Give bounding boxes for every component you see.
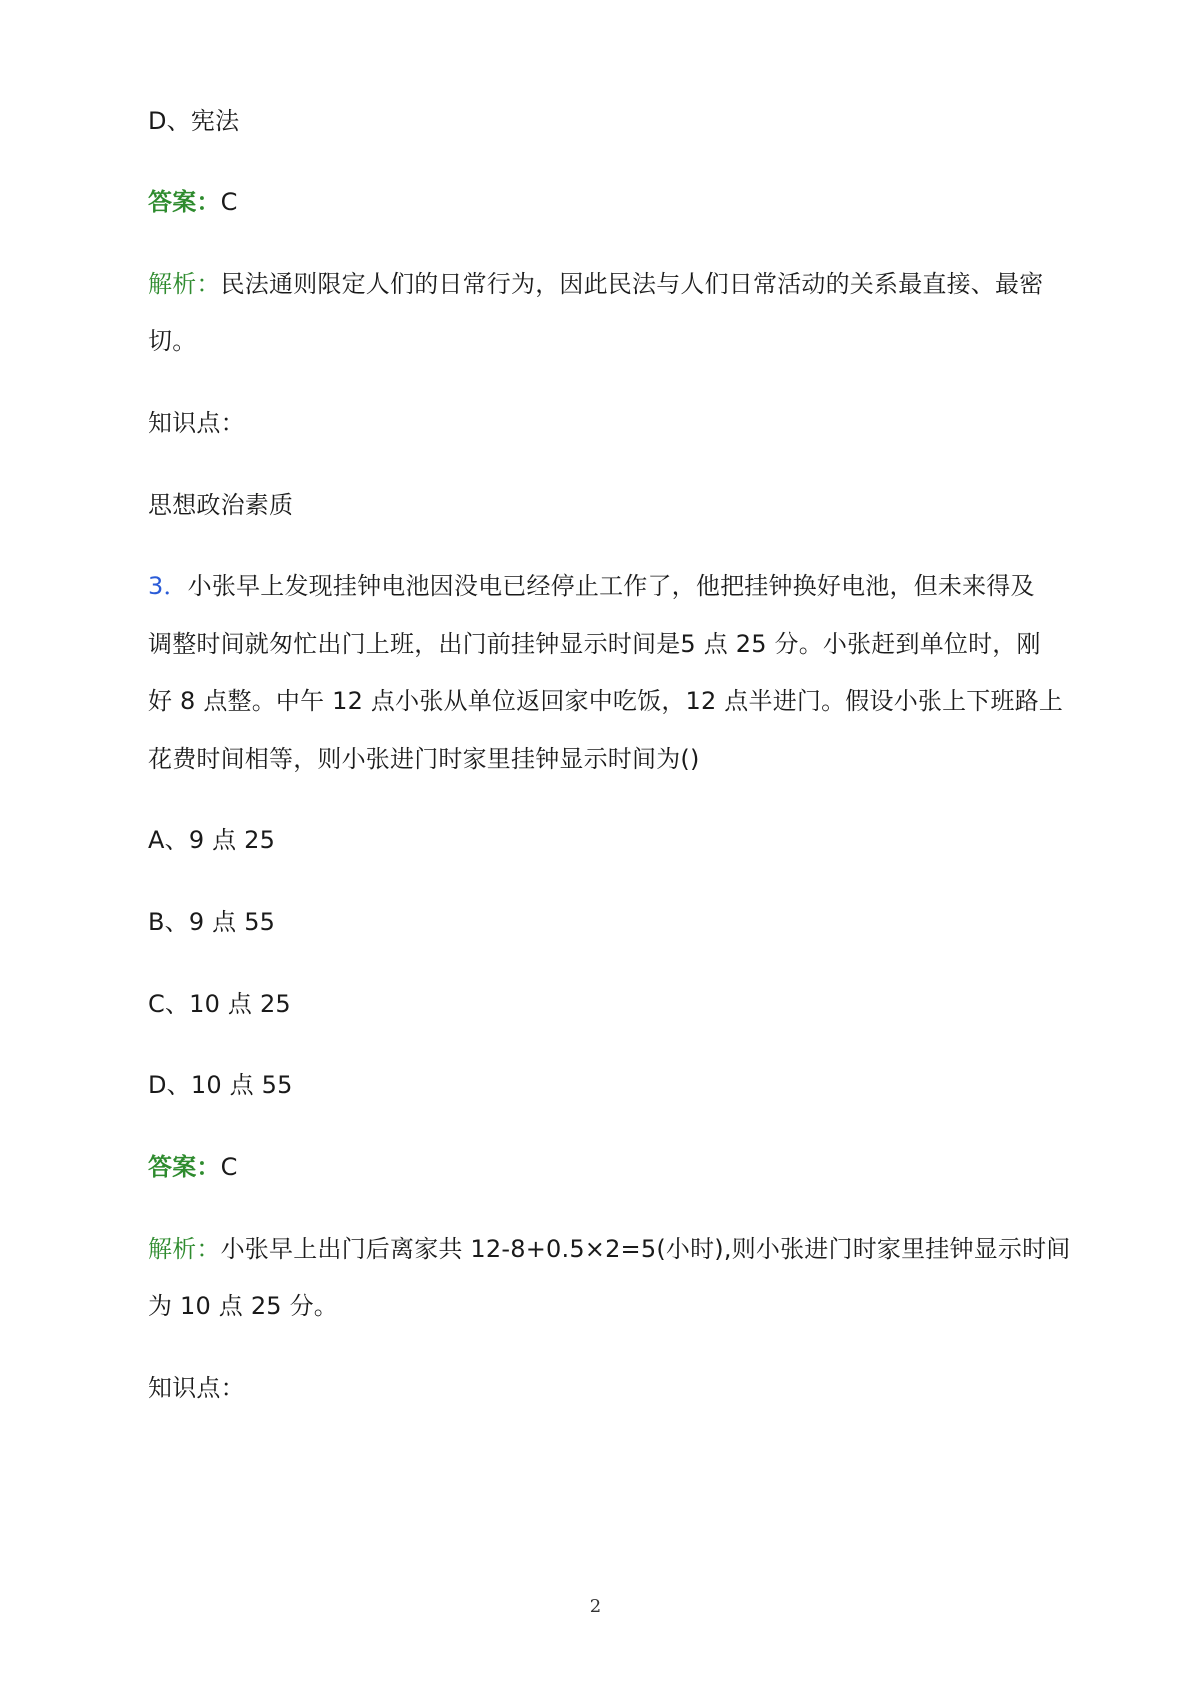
q3-option-d: D、10 点 55 [148,1071,293,1099]
analysis-label: 解析： [148,270,221,298]
q3-analysis-line-2: 为 10 点 25 分。 [148,1292,338,1320]
q3-stem-line-4: 花费时间相等，则小张进门时家里挂钟显示时间为() [148,745,700,773]
prev-knowledge-label: 知识点： [148,409,245,437]
q3-stem-line-3: 好 8 点整。中午 12 点小张从单位返回家中吃饭，12 点半进门。假设小张上下班路上 [148,687,1064,715]
q3-option-a: A、9 点 25 [148,826,276,854]
prev-option-d: D、宪法 [148,107,240,135]
q3-analysis-line-1 [148,1233,1071,1265]
q3-answer [148,1151,238,1183]
prev-analysis-line-1 [148,268,1043,300]
question-number: 3． [148,572,188,600]
q3-stem-line-2: 调整时间就匆忙出门上班，出门前挂钟显示时间是5 点 25 分。小张赶到单位时，刚 [148,630,1041,658]
prev-knowledge-value: 思想政治素质 [148,491,294,519]
answer-label: 答案： [148,188,221,216]
q3-option-c: C、10 点 25 [148,990,291,1018]
q3-stem-line-1 [148,570,1035,602]
prev-analysis-line-2: 切。 [148,327,197,355]
page-number: 2 [589,1596,602,1617]
answer-value: C [220,1153,238,1181]
answer-label: 答案： [148,1153,221,1181]
q3-knowledge-label: 知识点： [148,1374,245,1402]
question-stem-text: 小张早上发现挂钟电池因没电已经停止工作了，他把挂钟换好电池，但未来得及 [187,572,1035,600]
answer-value: C [220,188,238,216]
analysis-text: 民法通则限定人们的日常行为，因此民法与人们日常活动的关系最直接、最密 [220,270,1044,298]
analysis-label: 解析： [148,1235,221,1263]
prev-answer [148,186,238,218]
analysis-text: 小张早上出门后离家共 12-8+0.5×2=5(小时),则小张进门时家里挂钟显示时间 [220,1235,1071,1263]
q3-option-b: B、9 点 55 [148,908,276,936]
